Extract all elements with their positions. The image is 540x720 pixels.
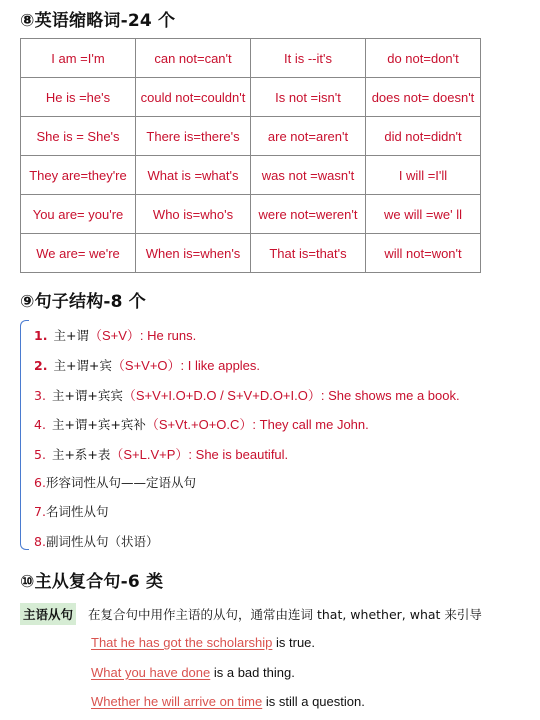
table-cell: There is=there's	[136, 117, 251, 156]
sentence-rest: is a bad thing.	[210, 665, 295, 680]
structure-english: （S+V）: He runs.	[88, 328, 197, 343]
table-cell: we will =we' ll	[366, 195, 481, 234]
item-number: 1.	[34, 328, 48, 343]
item-number: 3.	[34, 388, 46, 403]
item-number: 7.	[34, 504, 46, 519]
structure-english: （S+V+O）: I like apples.	[111, 358, 261, 373]
table-row	[21, 117, 481, 156]
clause-label: 名词性从句	[45, 504, 109, 519]
table-row	[21, 78, 481, 117]
section-9-title: ⑨句子结构-8 个	[20, 292, 146, 312]
table-cell: We are= we're	[21, 234, 136, 273]
table-cell: was not =wasn't	[251, 156, 366, 195]
table-cell: Is not =isn't	[251, 78, 366, 117]
table-cell: could not=couldn't	[136, 78, 251, 117]
example-sentence	[91, 694, 365, 709]
structure-english: （S+Vt.+O+O.C）: They call me John.	[145, 417, 369, 432]
table-cell: do not=don't	[366, 39, 481, 78]
table-cell: did not=didn't	[366, 117, 481, 156]
clause-item	[34, 532, 158, 550]
table-cell: You are= you're	[21, 195, 136, 234]
table-cell: He is =he's	[21, 78, 136, 117]
sentence-rest: is true.	[272, 635, 316, 650]
table-cell: That is=that's	[251, 234, 366, 273]
structure-item	[34, 444, 288, 463]
table-cell: are not=aren't	[251, 117, 366, 156]
item-number: 4.	[34, 417, 46, 432]
item-number: 6.	[34, 475, 46, 490]
table-row	[21, 39, 481, 78]
contractions-table	[20, 38, 481, 273]
clause-item	[34, 473, 196, 491]
structure-chinese: 主+谓+宾宾	[51, 388, 123, 403]
structure-item	[34, 325, 196, 344]
example-sentence	[91, 635, 315, 650]
structure-item	[34, 385, 460, 404]
table-cell: Who is=who's	[136, 195, 251, 234]
structure-chinese: 主+系+表	[51, 447, 111, 462]
clause-label: 形容词性从句——定语从句	[45, 475, 196, 490]
underlined-clause: That he has got the scholarship	[91, 635, 273, 650]
table-row	[21, 234, 481, 273]
table-cell: will not=won't	[366, 234, 481, 273]
example-sentence	[91, 665, 295, 680]
table-cell: When is=when's	[136, 234, 251, 273]
underlined-clause: Whether he will arrive on time	[91, 694, 263, 709]
table-cell: were not=weren't	[251, 195, 366, 234]
structure-english: （S+L.V+P）: She is beautiful.	[110, 447, 289, 462]
structure-item	[34, 414, 369, 433]
sentence-rest: is still a question.	[262, 694, 365, 709]
table-cell: I am =I'm	[21, 39, 136, 78]
structure-english: （S+V+I.O+D.O / S+V+D.O+I.O）: She shows me a book.	[122, 388, 460, 403]
section-10-title: ⑩主从复合句-6 类	[20, 572, 164, 592]
structure-chinese: 主+谓+宾+宾补	[51, 417, 146, 432]
underlined-clause: What you have done	[91, 665, 211, 680]
section-8-title: ⑧英语缩略词-24 个	[20, 11, 176, 31]
table-cell: She is = She's	[21, 117, 136, 156]
structure-item	[34, 355, 260, 374]
table-cell: They are=they're	[21, 156, 136, 195]
subject-clause-description: 在复合句中用作主语的从句，通常由连词 that, whether, what 来引导	[88, 607, 482, 622]
item-number: 2.	[34, 358, 48, 373]
item-number: 5.	[34, 447, 46, 462]
clause-label: 副词性从句（状语）	[45, 534, 159, 549]
table-cell: I will =I'll	[366, 156, 481, 195]
table-cell: It is --it's	[251, 39, 366, 78]
clause-item	[34, 502, 108, 520]
structure-chinese: 主+谓+宾	[53, 358, 112, 373]
table-row	[21, 195, 481, 234]
item-number: 8.	[34, 534, 46, 549]
structure-chinese: 主+谓	[53, 328, 89, 343]
table-cell: can not=can't	[136, 39, 251, 78]
list-bracket	[20, 320, 29, 550]
subject-clause-tag: 主语从句	[20, 603, 76, 625]
table-row	[21, 156, 481, 195]
table-cell: What is =what's	[136, 156, 251, 195]
table-cell: does not= doesn't	[366, 78, 481, 117]
